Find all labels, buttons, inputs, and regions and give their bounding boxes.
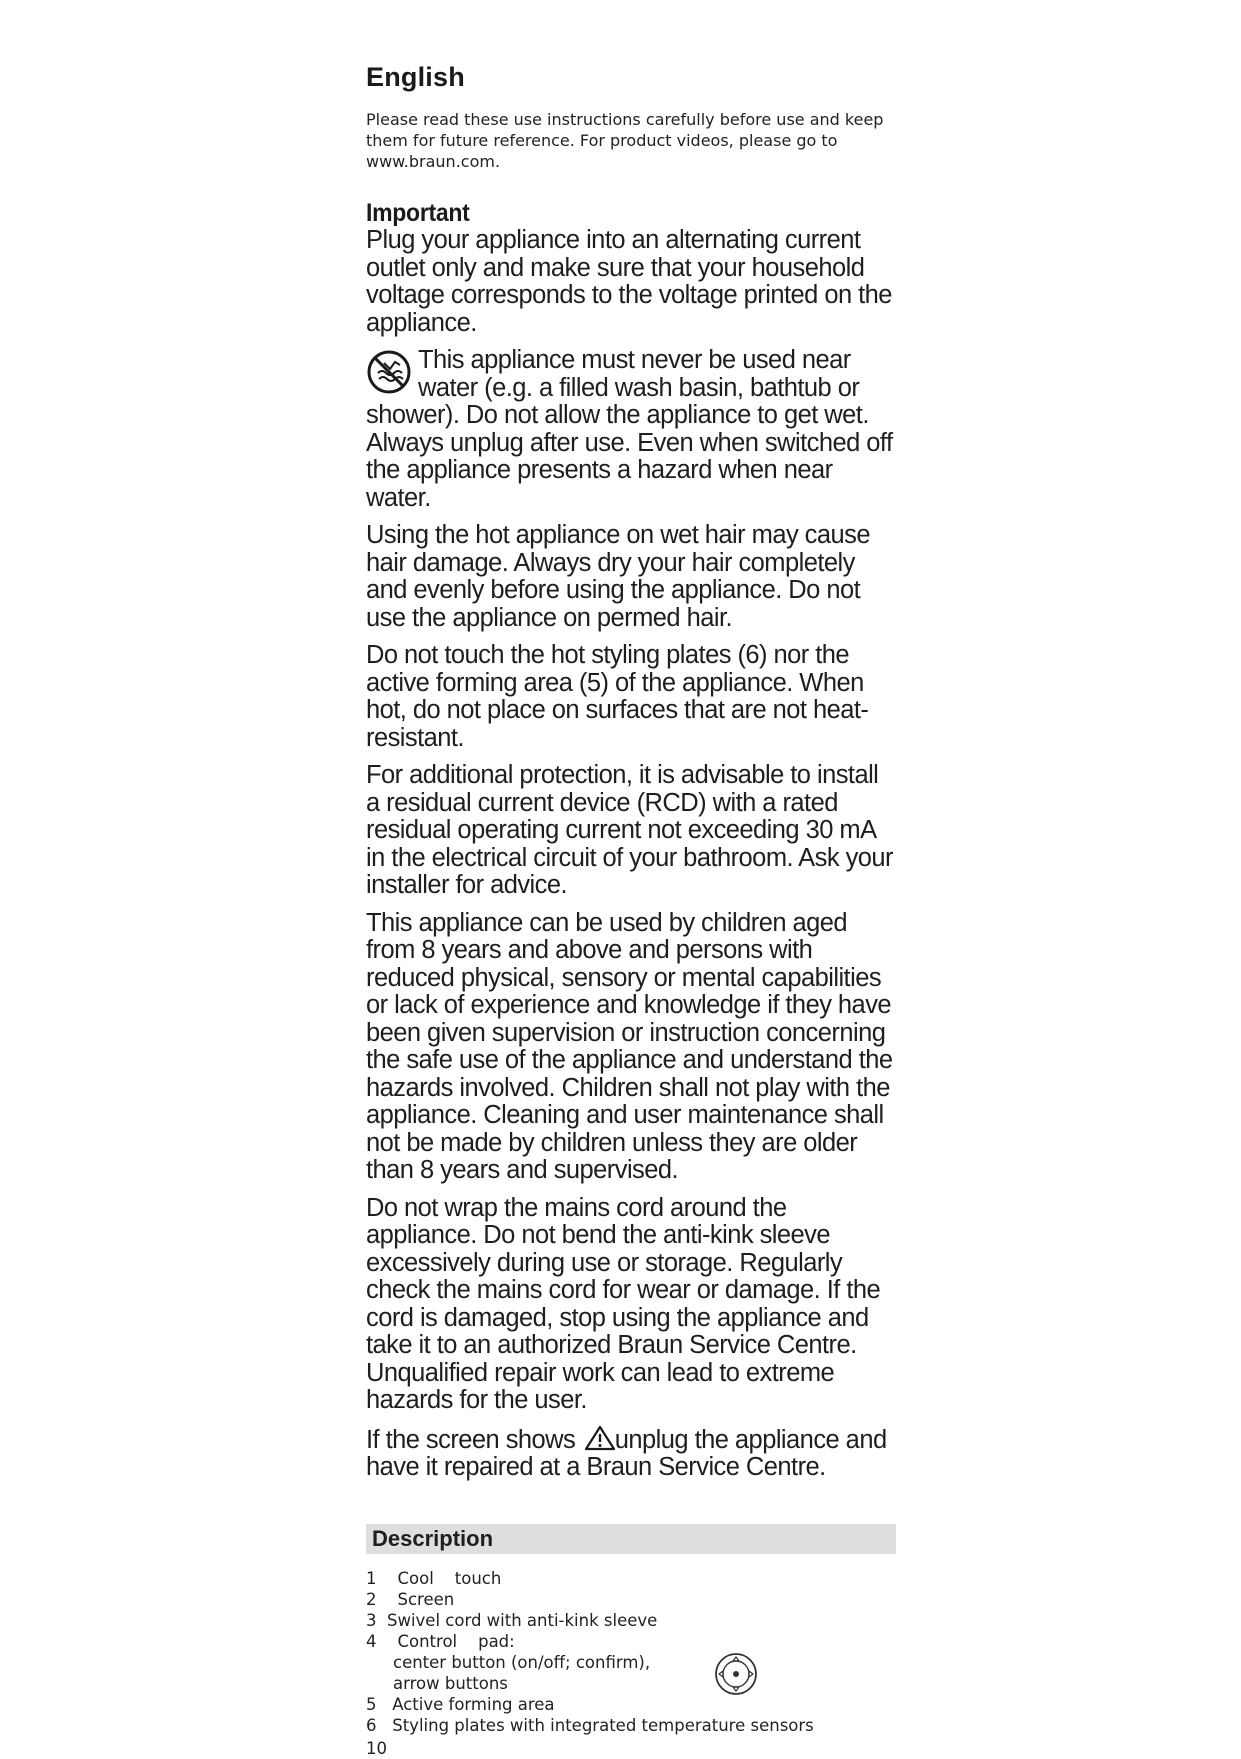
- important-paragraph-4: Do not touch the hot styling plates (6) nor the active forming area (5) of the appliance. When hot, do not place on surfaces that are not heat-resistant.: [366, 641, 869, 752]
- intro-text: Please read these use instructions carefully before use and keep them for future reference. For product videos, please go to www.braun.com.: [366, 110, 884, 171]
- list-item: 4 Control pad:: [366, 1631, 515, 1651]
- important-paragraph-3: Using the hot appliance on wet hair may cause hair damage. Always dry your hair completely and evenly before using the appliance. Do not use the appliance on permed hair.: [366, 521, 870, 632]
- warning-triangle-icon: [584, 1425, 616, 1451]
- control-pad-icon: [713, 1651, 759, 1697]
- page-column: [366, 62, 896, 1759]
- description-list: [366, 1568, 896, 1736]
- important-paragraph-8: [366, 1425, 896, 1482]
- no-water-icon: [366, 349, 412, 395]
- list-item: 3 Swivel cord with anti-kink sleeve: [366, 1610, 658, 1630]
- important-heading: Important: [366, 199, 470, 227]
- list-item: 1 Cool touch: [366, 1568, 502, 1588]
- important-paragraph-7: Do not wrap the mains cord around the appliance. Do not bend the anti-kink sleeve excessively during use or storage. Regularly check the mains cord for wear or damage. If the cord is damaged, stop using the appliance and take it to an authorized Braun Service Centre. Unqualified repair work can lead to extreme hazards for the user.: [366, 1193, 881, 1414]
- section-title: English: [366, 62, 465, 92]
- important-paragraph-5: For additional protection, it is advisable to install a residual current device (RCD) with a rated residual operating current not exceeding 30 mA in the electrical circuit of your bathroom. Ask your installer for advice.: [366, 761, 893, 899]
- list-item: 6 Styling plates with integrated temperature sensors: [366, 1715, 814, 1735]
- important-paragraph-2-text: This appliance must never be used near water (e.g. a filled wash basin, bathtub or shower). Do not allow the appliance to get wet. Always unplug after use. Even when switched off the appliance presents a hazard when near water.: [366, 346, 893, 512]
- list-item: 2 Screen: [366, 1589, 455, 1609]
- paragraph-8-after: unplug the appliance and have it repaired at a Braun Service Centre.: [366, 1425, 887, 1481]
- list-item: center button (on/off; confirm),: [393, 1652, 651, 1672]
- page-number: 10: [366, 1738, 387, 1758]
- description-header: Description: [366, 1524, 896, 1554]
- list-item: 5 Active forming area: [366, 1694, 555, 1714]
- paragraph-8-before: If the screen shows: [366, 1425, 582, 1454]
- important-paragraph-1: Plug your appliance into an alternating current outlet only and make sure that your household voltage corresponds to the voltage printed on the appliance.: [366, 226, 892, 337]
- important-paragraph-6: This appliance can be used by children aged from 8 years and above and persons with reduced physical, sensory or mental capabilities or lack of experience and knowledge if they have been given supervision or instruction concerning the safe use of the appliance and understand the hazards involved. Children shall not play with the appliance. Cleaning and user maintenance shall not be made by children unless they are older than 8 years and supervised.: [366, 908, 893, 1184]
- list-item: arrow buttons: [393, 1673, 508, 1693]
- important-paragraph-2: [366, 347, 896, 512]
